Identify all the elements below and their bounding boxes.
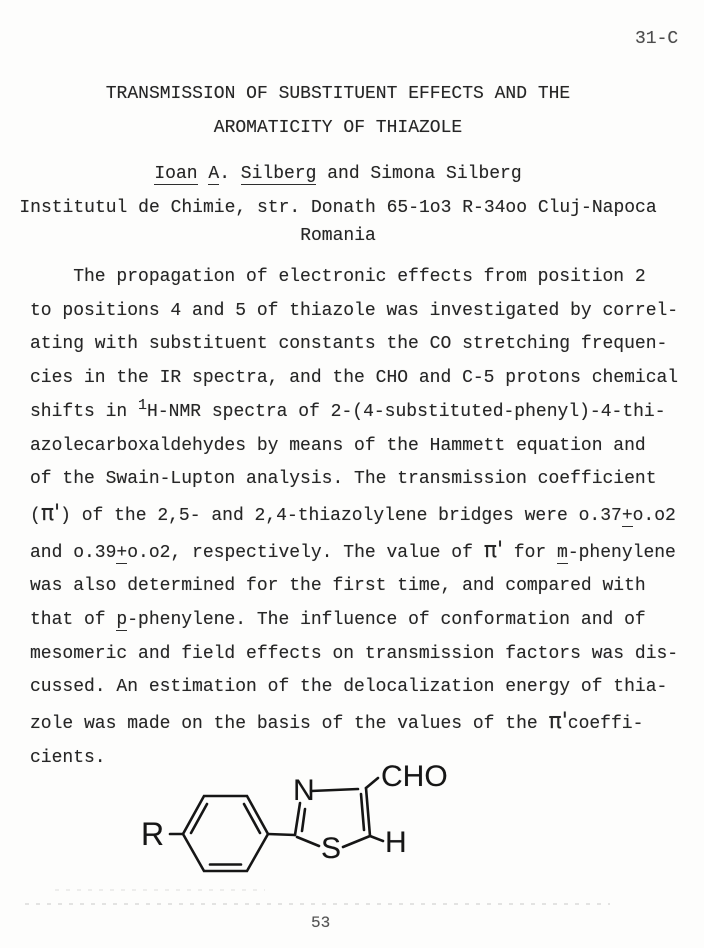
page-number: 53 [311, 914, 331, 932]
thiazole-c5-s-bond [343, 836, 370, 847]
abstract-line [30, 261, 678, 295]
text-segment: that of [30, 610, 117, 631]
benzene-double-bond-ne [244, 804, 260, 833]
text-segment: π' [548, 709, 568, 735]
biaryl-bond [268, 834, 295, 835]
text-segment: and Simona Silberg [316, 164, 522, 184]
benzene-double-bond-nw [191, 804, 207, 833]
text-segment: shifts in [30, 401, 139, 422]
affiliation-line-1: Institutul de Chimie, str. Donath 65-1o3 R-34oo Cluj-Napoca [19, 198, 657, 218]
scan-artifact-streak [25, 903, 610, 905]
thiazole-c4-c5-double-bond [361, 794, 364, 830]
text-segment: π' [483, 537, 503, 563]
text-segment: The propagation of electronic effects from position 2 [30, 267, 646, 287]
text-segment: cients. [30, 747, 106, 768]
abstract-line [30, 638, 678, 672]
text-segment: -phenylene. The influence of conformation and of [127, 610, 646, 631]
chemical-structure-figure [115, 748, 455, 898]
text-segment: ating with substituent constants the CO stretching frequen- [30, 334, 668, 355]
abstract-line [30, 604, 678, 638]
text-segment: for [503, 542, 558, 563]
thiazole-n-c4-bond [311, 789, 358, 791]
text-segment: o.o2, respectively. The value of [127, 542, 484, 563]
abstract-line [30, 295, 678, 329]
thiazole-c2-n-bond [295, 803, 300, 835]
title-line-1: TRANSMISSION OF SUBSTITUENT EFFECTS AND THE [105, 84, 571, 104]
abstract-line [30, 396, 678, 430]
thiazole-s-c2-bond [297, 837, 319, 846]
text-segment [198, 164, 209, 184]
h-atom-label: H [385, 826, 407, 859]
affiliation-line-2: Romania [300, 226, 376, 246]
abstract-line [30, 705, 678, 742]
text-segment: o.o2 [632, 505, 676, 526]
text-segment: mesomeric and field effects on transmission factors was dis- [30, 643, 679, 664]
authors-line [18, 164, 658, 184]
page-corner-code: 31-C [635, 29, 679, 49]
text-segment: ) of the 2,5- and 2,4-thiazolylene bridges were o.37 [60, 505, 622, 526]
abstract-line [30, 497, 678, 534]
text-segment: . [219, 164, 241, 184]
text-segment: 1 [138, 396, 148, 414]
r-group-label: R [141, 816, 165, 852]
text-segment: H-NMR spectra of 2-(4-substituted-phenyl)-4-thi- [147, 401, 666, 422]
abstract-paragraph [30, 261, 678, 776]
benzene-ring [183, 796, 268, 871]
text-segment: coeffi- [567, 714, 644, 735]
abstract-line [30, 463, 678, 497]
text-segment: cies in the IR spectra, and the CHO and C-5 protons chemical [30, 368, 679, 389]
title-line-2: AROMATICITY OF THIAZOLE [213, 118, 463, 138]
abstract-line [30, 671, 678, 705]
h-bond [370, 836, 383, 841]
text-segment: Silberg [240, 164, 317, 184]
thiazole-c2-n-double-bond [302, 809, 305, 831]
text-segment: A [208, 164, 220, 184]
abstract-line [30, 534, 678, 571]
text-segment: and o.39 [30, 542, 117, 563]
text-segment: was also determined for the first time, and compared with [30, 576, 646, 597]
abstract-line [30, 570, 678, 604]
text-segment: to positions 4 and 5 of thiazole was investigated by correl- [30, 300, 679, 321]
text-segment: Ioan [154, 164, 198, 184]
text-segment: ( [30, 505, 41, 526]
text-segment: π' [40, 500, 61, 526]
text-segment: m [557, 542, 568, 563]
cho-group-label: CHO [381, 760, 448, 793]
text-segment: azolecarboxaldehydes by means of the Hammett equation and [30, 435, 646, 456]
s-atom-label: S [321, 832, 342, 865]
n-atom-label: N [293, 774, 315, 807]
text-segment: -phenylene [567, 542, 676, 563]
text-segment: zole was made on the basis of the values of the [30, 714, 549, 735]
scan-artifact-streak [55, 889, 265, 891]
text-segment: + [116, 542, 128, 563]
text-segment: cussed. An estimation of the delocalization energy of thia- [30, 677, 668, 698]
abstract-line [30, 362, 678, 396]
thiazole-c4-c5-bond [366, 788, 370, 836]
abstract-line [30, 328, 678, 362]
text-segment: of the Swain-Lupton analysis. The transmission coefficient [30, 469, 657, 490]
text-segment: p [116, 610, 128, 631]
text-segment: + [621, 505, 633, 526]
abstract-line [30, 430, 678, 464]
cho-bond [366, 778, 378, 788]
